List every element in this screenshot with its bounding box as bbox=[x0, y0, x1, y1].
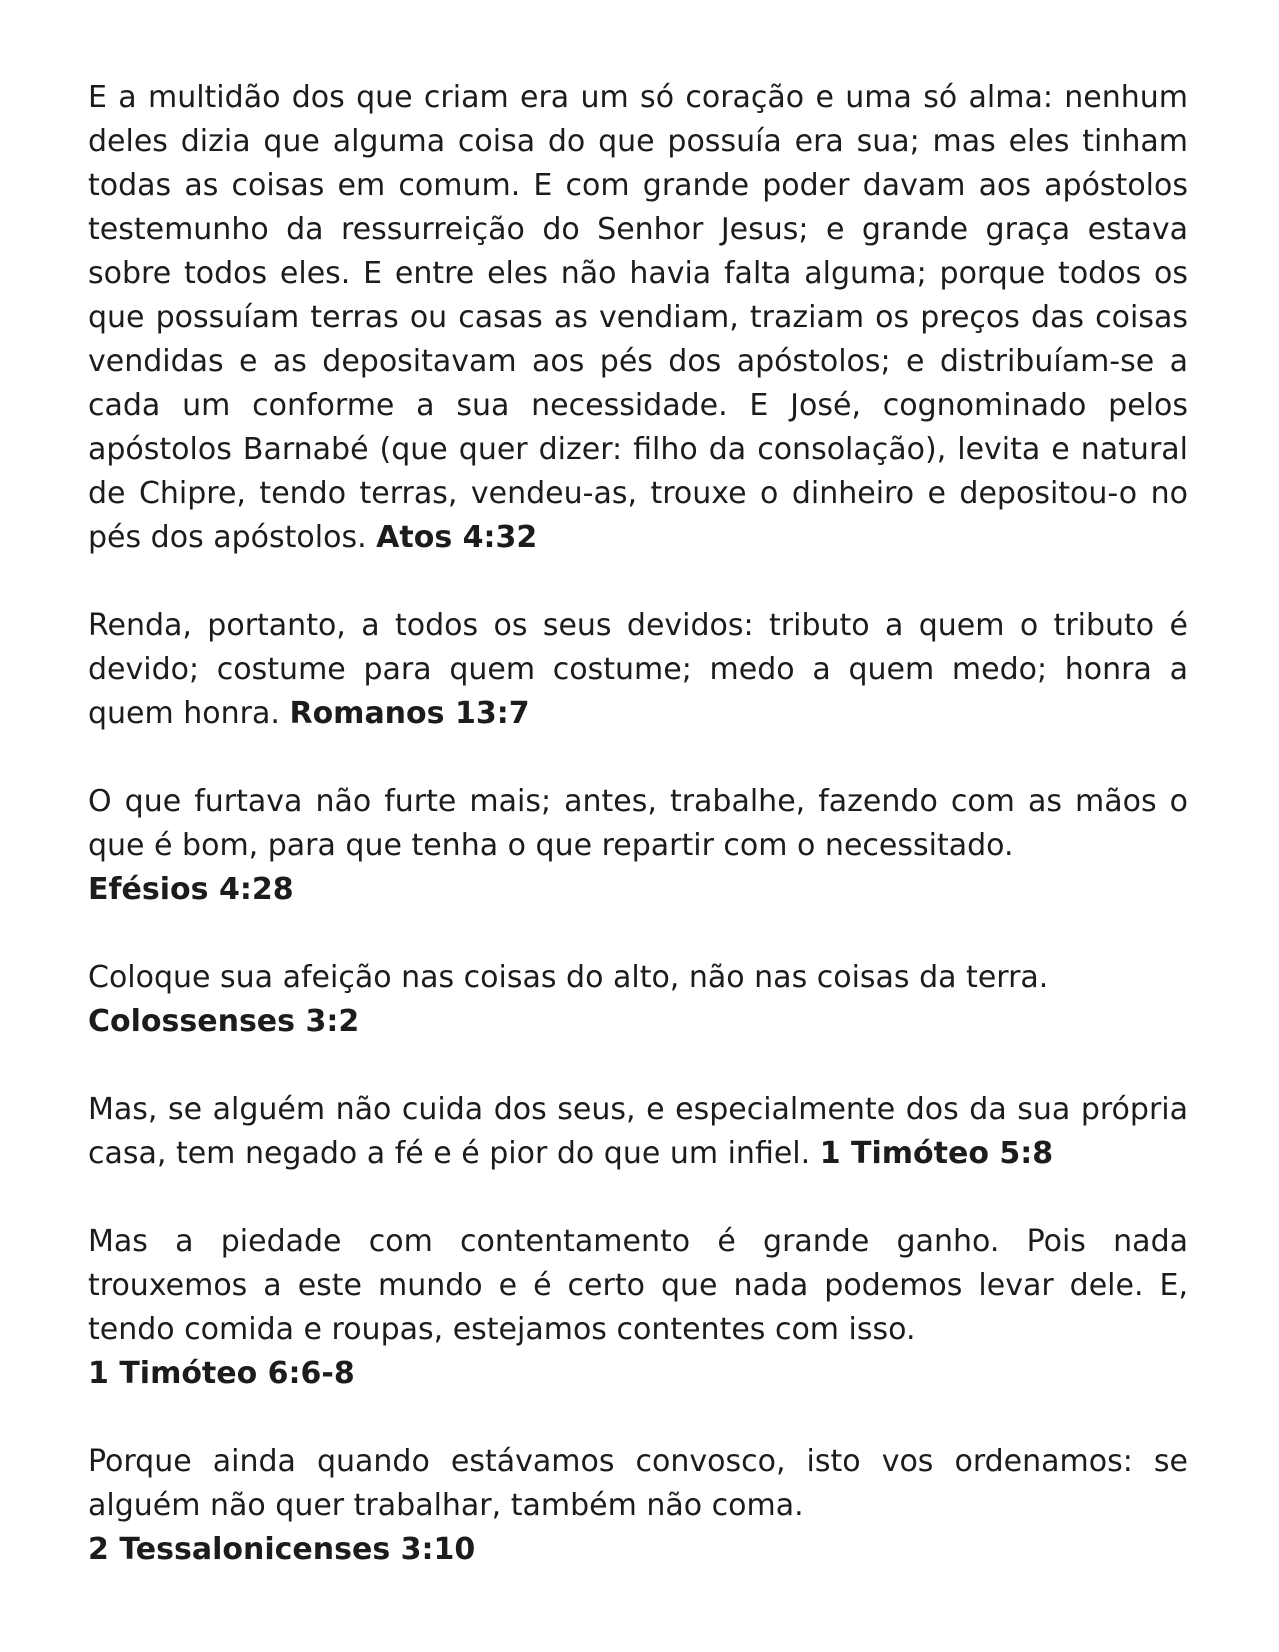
passage-reference: Colossenses 3:2 bbox=[88, 1004, 360, 1039]
passage-1-timoteo-5-8 bbox=[88, 1088, 1188, 1176]
passage-reference: 1 Timóteo 5:8 bbox=[819, 1136, 1054, 1171]
passage-1-timoteo-6-6-8 bbox=[88, 1220, 1188, 1396]
passage-efesios-4-28 bbox=[88, 780, 1188, 912]
passage-reference: Romanos 13:7 bbox=[289, 696, 530, 731]
passage-2-tessalonicenses-3-10 bbox=[88, 1440, 1188, 1572]
passage-text: Mas a piedade com contentamento é grande ganho. Pois nada trouxemos a este mundo e é certo que nada podemos levar dele. E, tendo comida e roupas, estejamos contentes com isso. bbox=[88, 1224, 1188, 1347]
document-page bbox=[88, 76, 1188, 1616]
passage-text: Coloque sua afeição nas coisas do alto, não nas coisas da terra. bbox=[88, 960, 1049, 995]
passage-reference: 1 Timóteo 6:6-8 bbox=[88, 1356, 355, 1391]
passage-atos-4-32 bbox=[88, 76, 1188, 560]
passage-romanos-13-7 bbox=[88, 604, 1188, 736]
passage-text: Porque ainda quando estávamos convosco, isto vos ordenamos: se alguém não quer trabalhar, também não coma. bbox=[88, 1444, 1188, 1523]
passage-reference: Atos 4:32 bbox=[376, 520, 538, 555]
passage-text: O que furtava não furte mais; antes, trabalhe, fazendo com as mãos o que é bom, para que tenha o que repartir com o necessitado. bbox=[88, 784, 1188, 863]
passage-text: Renda, portanto, a todos os seus devidos: tributo a quem o tributo é devido; costume para quem costume; medo a quem medo; honra a quem honra. bbox=[88, 608, 1188, 731]
passage-reference: 2 Tessalonicenses 3:10 bbox=[88, 1532, 476, 1567]
passage-text: Mas, se alguém não cuida dos seus, e especialmente dos da sua própria casa, tem negado a fé e é pior do que um infiel. bbox=[88, 1092, 1188, 1171]
passage-text: E a multidão dos que criam era um só coração e uma só alma: nenhum deles dizia que alguma coisa do que possuía era sua; mas eles tinham todas as coisas em comum. E com grande poder davam aos apóstolos testemunho da ressurreição do Senhor Jesus; e grande graça estava sobre todos eles. E entre eles não havia falta alguma; porque todos os que possuíam terras ou casas as vendiam, traziam os preços das coisas vendidas e as depositavam aos pés dos apóstolos; e distribuíam-se a cada um conforme a sua necessidade. E José, cognominado pelos apóstolos Barnabé (que quer dizer: filho da consolação), levita e natural de Chipre, tendo terras, vendeu-as, trouxe o dinheiro e depositou-o no pés dos apóstolos. bbox=[88, 80, 1188, 555]
passage-reference: Efésios 4:28 bbox=[88, 872, 294, 907]
passage-colossenses-3-2 bbox=[88, 956, 1188, 1044]
